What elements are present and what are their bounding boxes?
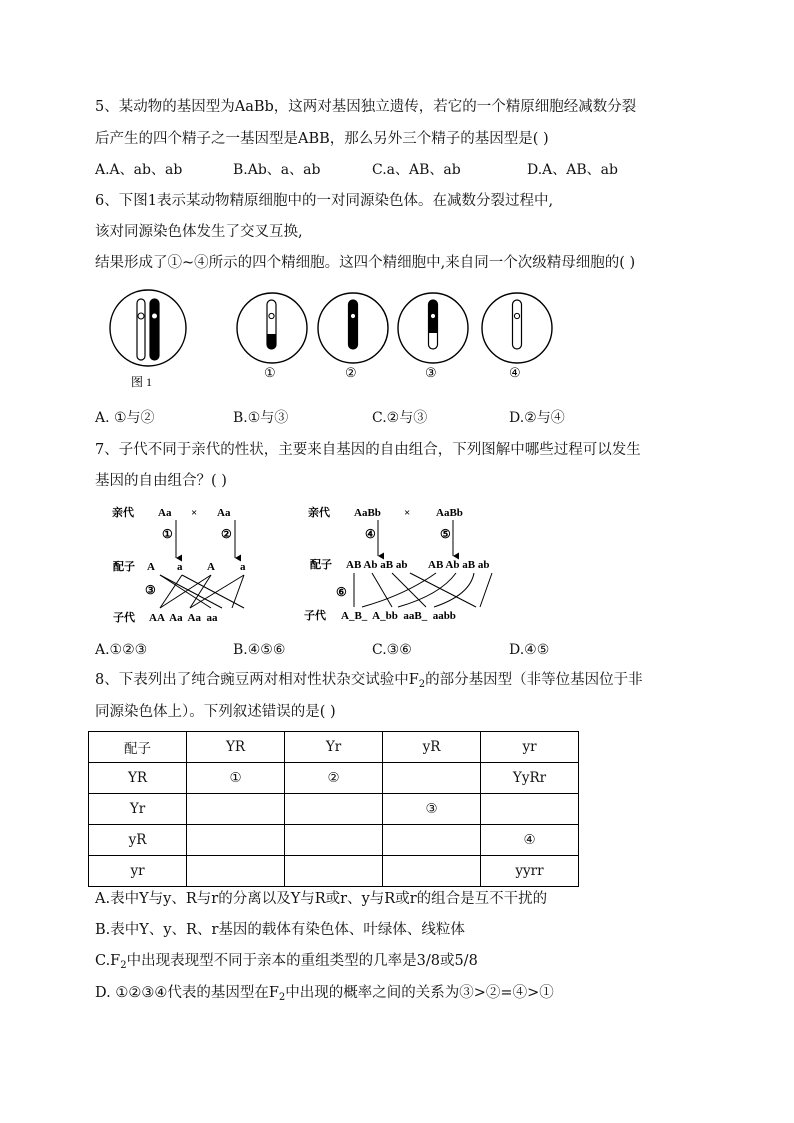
right-parent-label: 亲代 (308, 507, 330, 519)
left-gamete-label: 配子 (113, 561, 135, 573)
step-5-label: ⑤ (440, 527, 451, 541)
left-cross-sign: × (191, 507, 198, 519)
cell-1-label: ① (264, 365, 276, 380)
q5-stem-line1: 5、某动物的基因型为AaBb，这两对基因独立遗传，若它的一个精原细胞经减数分裂 (95, 99, 637, 115)
cell-3-label: ③ (425, 365, 437, 380)
q8-stem-line1: 8、下表列出了纯合豌豆两对相对性状杂交试验中$F_2$的部分基因型（非等位基因位于非 (95, 672, 643, 690)
right-offspring-genotypes: A_B_ A_bb aaB_ aabb (341, 610, 456, 622)
q7-stem-line2: 基因的自由组合？( ) (95, 473, 227, 489)
q5-stem-line2: 后产生的四个精子之一基因型是ABB，那么另外三个精子的基因型是( ) (95, 131, 549, 147)
right-parent-1: AaBb (354, 507, 381, 519)
left-gamete-3: A (207, 561, 215, 573)
table-cell (285, 825, 383, 856)
table-header-cell: 配子 (89, 732, 187, 763)
table-cell (481, 794, 579, 825)
right-offspring-label: 子代 (304, 610, 326, 622)
q7-option-b[interactable]: B.④⑤⑥ (233, 642, 286, 658)
table-row (89, 856, 579, 887)
q5-option-d[interactable]: D.A、AB、ab (527, 162, 618, 178)
table-header-cell: yr (481, 732, 579, 763)
table-cell: ④ (481, 825, 579, 856)
step-6-label: ⑥ (336, 585, 347, 599)
table-cell (383, 825, 481, 856)
punnett-square-table (88, 731, 579, 887)
table-cell (383, 856, 481, 887)
left-gamete-1: A (147, 561, 155, 573)
left-gamete-2: a (177, 561, 183, 573)
q7-stem-line1: 7、子代不同于亲代的性状，主要来自基因的自由组合，下列图解中哪些过程可以发生 (95, 442, 641, 458)
left-fertilization-lines (160, 575, 244, 608)
table-row (89, 794, 579, 825)
step-4-label: ④ (365, 527, 376, 541)
table-cell: yr (89, 856, 187, 887)
cell-2-label: ② (345, 365, 357, 380)
table-cell: Yr (89, 794, 187, 825)
table-cell: yyrr (481, 856, 579, 887)
table-cell (285, 794, 383, 825)
table-cell: yR (89, 825, 187, 856)
figure1-caption: 图 1 (131, 375, 153, 389)
cell-4-label: ④ (509, 365, 521, 380)
q7-option-c[interactable]: C.③⑥ (372, 642, 412, 658)
table-row (89, 825, 579, 856)
left-parent-2: Aa (217, 507, 231, 519)
left-parent-1: Aa (158, 507, 172, 519)
q6-option-b[interactable]: B.①与③ (233, 410, 289, 426)
q5-option-c[interactable]: C.a、AB、ab (372, 162, 461, 178)
q6-stem-line2: 该对同源染色体发生了交叉互换, (95, 224, 303, 240)
q7-option-d[interactable]: D.④⑤ (509, 642, 550, 658)
left-offspring-genotypes: AA Aa Aa aa (149, 612, 218, 624)
q7-option-a[interactable]: A.①②③ (95, 642, 148, 658)
table-header-cell: yR (383, 732, 481, 763)
table-row (89, 732, 579, 763)
step-2-label: ② (221, 527, 232, 541)
table-cell: YyRr (481, 763, 579, 794)
right-fertilization-lines (354, 573, 492, 607)
table-cell (187, 794, 285, 825)
q6-stem-line1: 6、下图1表示某动物精原细胞中的一对同源染色体。在减数分裂过程中, (95, 193, 554, 209)
table-cell: ② (285, 763, 383, 794)
q6-option-d[interactable]: D.②与④ (509, 410, 565, 426)
right-gametes-right: AB Ab aB ab (428, 559, 490, 571)
table-header-cell: YR (187, 732, 285, 763)
table-cell: ① (187, 763, 285, 794)
q8-stem-line2: 同源染色体上）。下列叙述错误的是( ) (95, 704, 336, 720)
right-cross-sign: × (404, 507, 411, 519)
table-header-cell: Yr (285, 732, 383, 763)
table-cell (187, 825, 285, 856)
q8-option-b[interactable]: B.表中Y、y、R、r基因的载体有染色体、叶绿体、线粒体 (95, 922, 465, 938)
left-parent-label: 亲代 (112, 507, 134, 519)
q5-option-b[interactable]: B.Ab、a、ab (233, 162, 321, 178)
q6-option-a[interactable]: A. ①与② (95, 410, 155, 426)
step-3-label: ③ (145, 583, 156, 597)
right-gametes-left: AB Ab aB ab (346, 559, 408, 571)
table-cell (285, 856, 383, 887)
table-cell: YR (89, 763, 187, 794)
q6-stem-line3: 结果形成了①~④所示的四个精细胞。这四个精细胞中,来自同一个次级精母细胞的( ) (95, 255, 636, 271)
table-cell (383, 763, 481, 794)
table-cell: ③ (383, 794, 481, 825)
q5-option-a[interactable]: A.A、ab、ab (95, 162, 183, 178)
q8-option-d[interactable]: D. ①②③④代表的基因型在$F_2$中出现的概率之间的关系为③>②=④>① (95, 985, 554, 1003)
step-1-label: ① (162, 527, 173, 541)
q8-option-c[interactable]: $C.F_2$中出现表现型不同于亲本的重组类型的几率是3/8或5/8 (95, 953, 478, 971)
q6-option-c[interactable]: C.②与③ (372, 410, 428, 426)
table-cell (187, 856, 285, 887)
right-parent-2: AaBb (436, 507, 463, 519)
table-row (89, 763, 579, 794)
left-offspring-label: 子代 (113, 612, 135, 624)
left-gamete-4: a (240, 561, 246, 573)
q8-option-a[interactable]: A.表中Y与y、R与r的分离以及Y与R或r、y与R或r的组合是互不干扰的 (95, 891, 548, 907)
right-gamete-label: 配子 (310, 559, 332, 571)
